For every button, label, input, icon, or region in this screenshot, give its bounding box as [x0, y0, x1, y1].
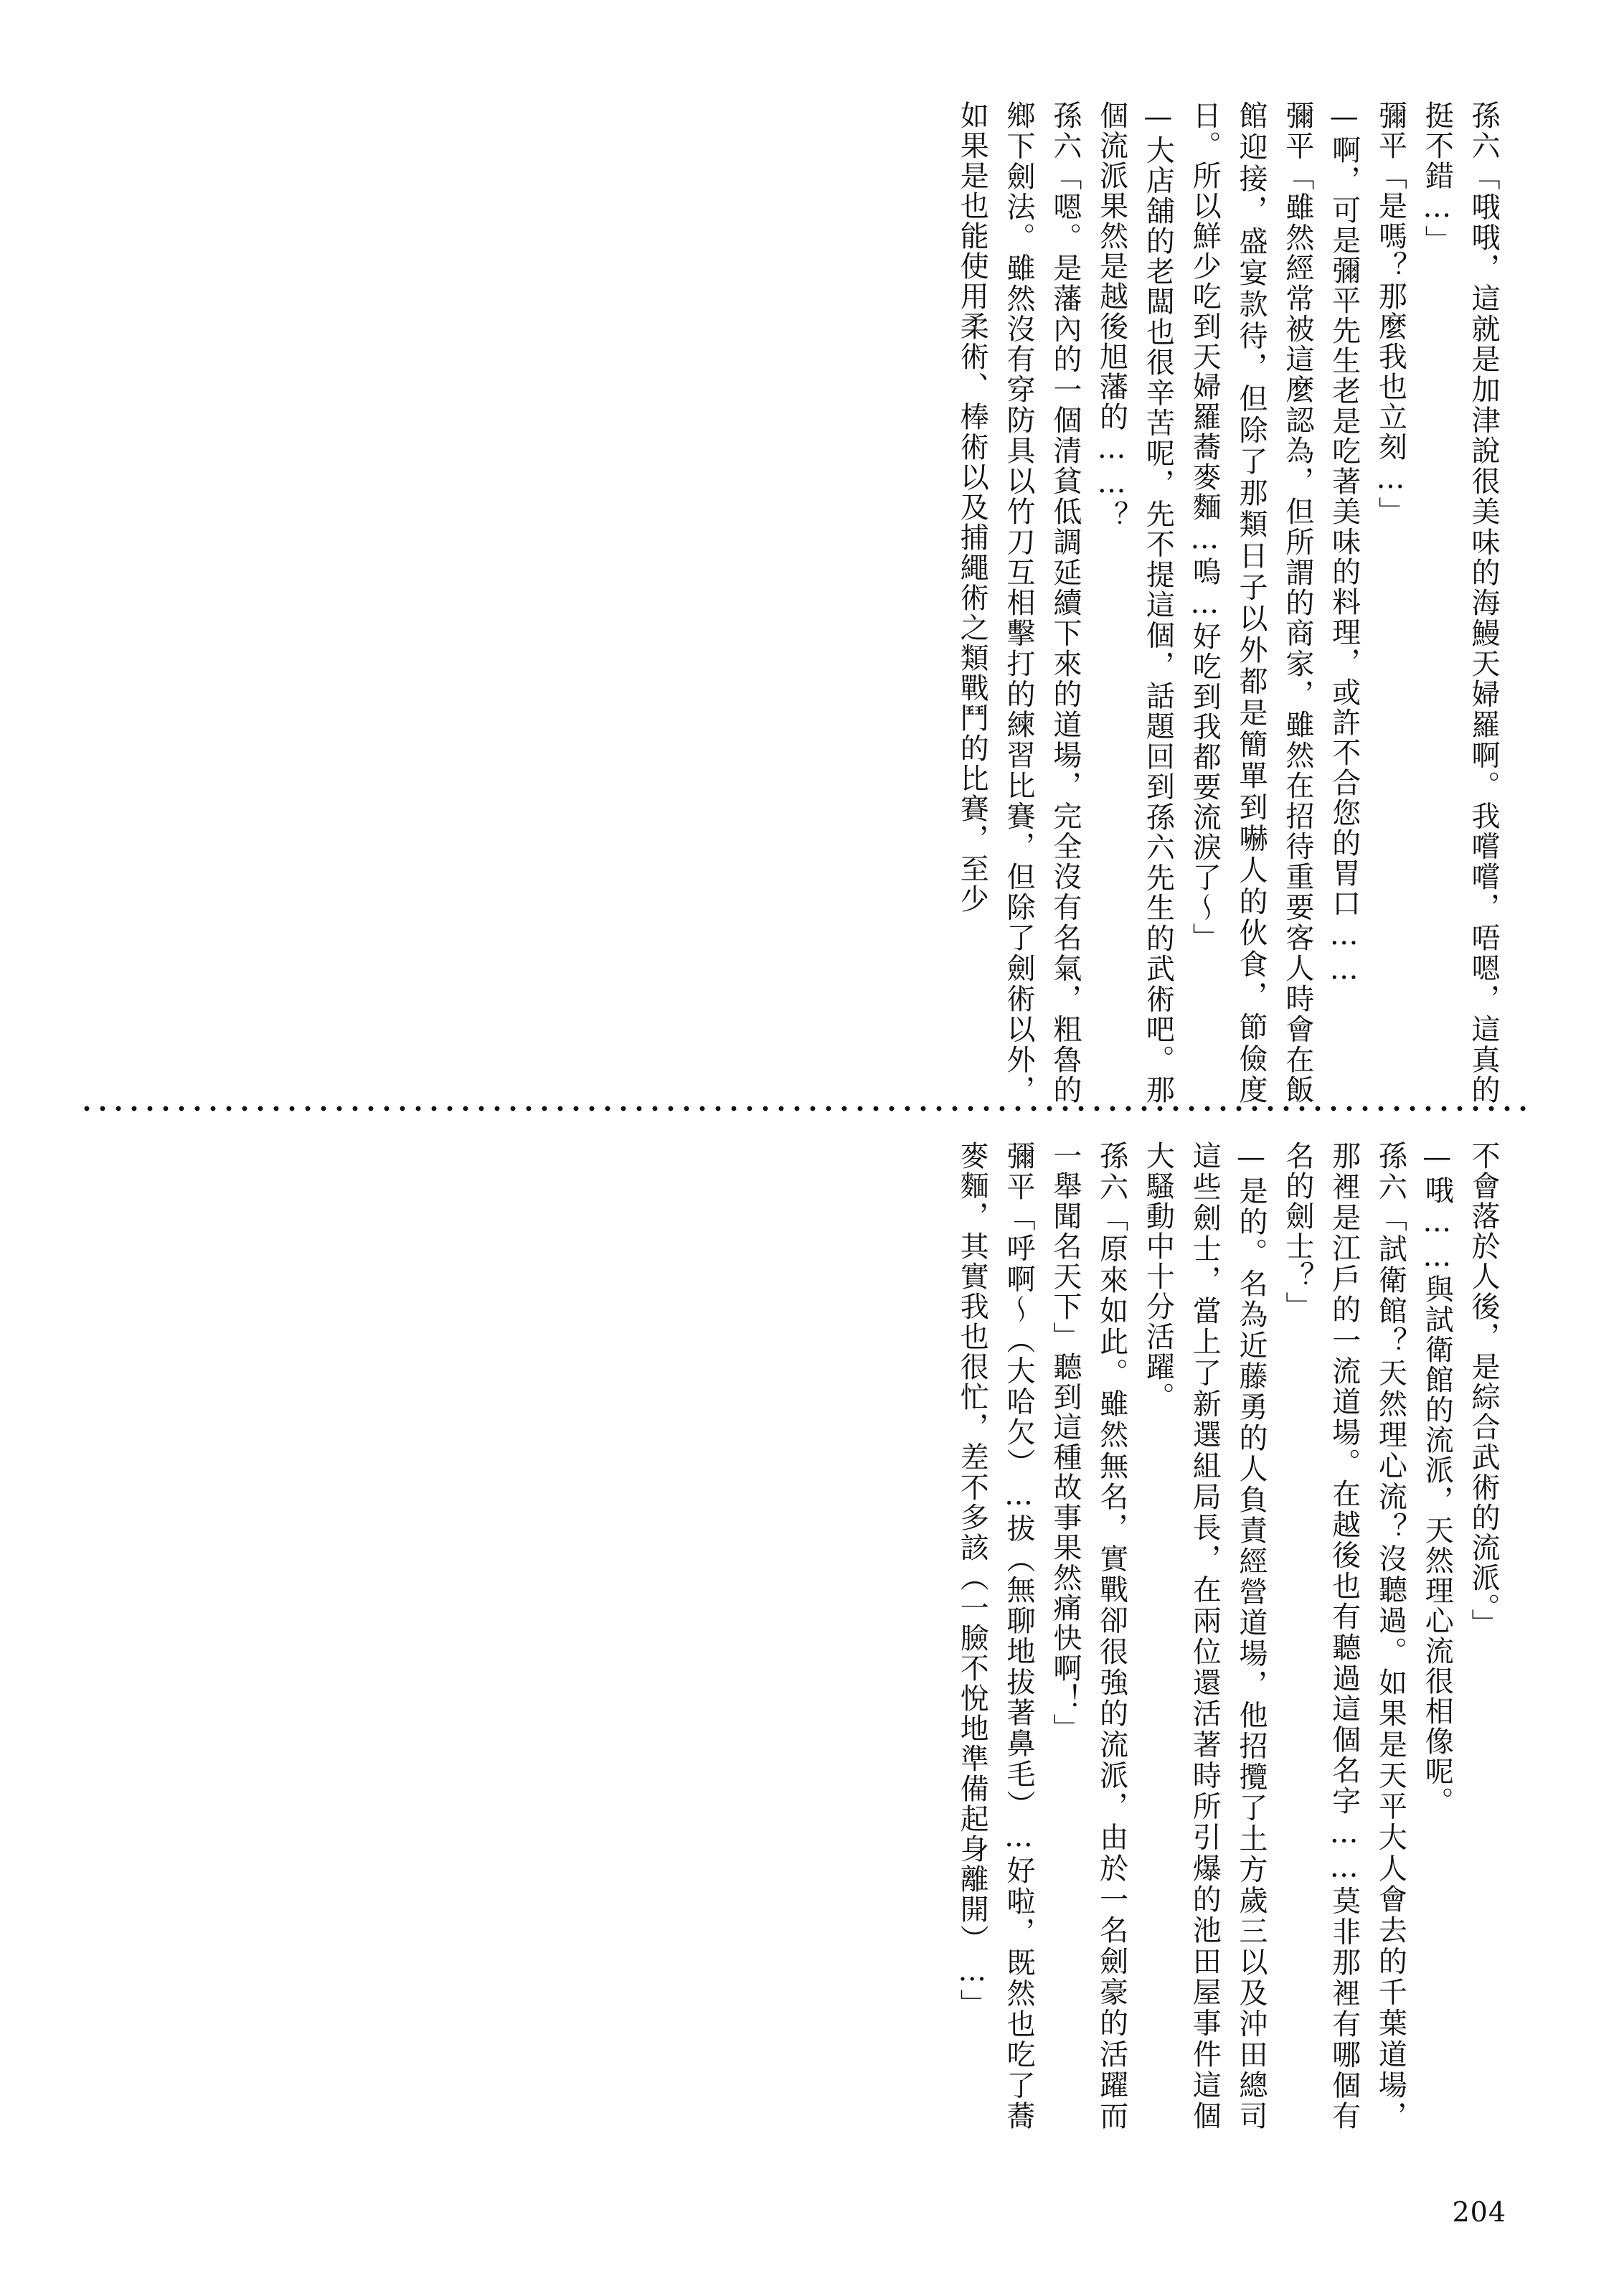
- paragraph: —啊，可是彌平先生老是吃著美味的料理，或許不合您的胃口……: [1327, 100, 1361, 987]
- paragraph: 不會落於人後，是綜合武術的流派。」: [1467, 1141, 1500, 1639]
- paragraph: 彌平「是嗎？那麼我也立刻…」: [1374, 100, 1407, 527]
- paragraph: 彌平「呼啊～（大哈欠）…拔（無聊地拔著鼻毛）…好啦，既然也吃了蕎麥麵，其實我也很忙，差不多該（一臉不悅地準備起身離開）…」: [955, 1141, 1036, 2131]
- paragraph: 孫六「嗯。是藩內的一個清貧低調延續下來的道場，完全沒有名氣，粗魯的鄉下劍法。雖然沒有穿防具以竹刀互相擊打的練習比賽，但除了劍術以外，如果是也能使用柔術、棒術以及捕繩術之類戰鬥的比賽，至少: [955, 100, 1082, 1105]
- paragraph: 孫六「原來如此。雖然無名，實戰卻很強的流派，由於一名劍豪的活躍而一舉聞名天下」聽到這種故事果然痛快啊！」: [1048, 1141, 1128, 2131]
- paragraph: 彌平「雖然經常被這麼認為，但所謂的商家，雖然在招待重要客人時會在飯館迎接，盛宴款待，但除了那類日子以外都是簡單到嚇人的伙食，節儉度日。所以鮮少吃到天婦羅蕎麥麵…嗚…好吃到我都要流淚了～」: [1188, 100, 1314, 1105]
- page-text-bottom: [215, 1141, 1506, 2131]
- paragraph: —是的。名為近藤勇的人負責經營道場，他招攬了土方歲三以及沖田總司這些劍士，當上了新選組局長，在兩位還活著時所引爆的池田屋事件這個大騷動中十分活躍。: [1141, 1141, 1268, 2131]
- paragraph: —大店舖的老闆也很辛苦呢，先不提這個，話題回到孫六先生的武術吧。那個流派果然是越後旭藩的……？: [1095, 100, 1175, 1105]
- paragraph: 孫六「試衛館？天然理心流？沒聽過。如果是天平大人會去的千葉道場，那裡是江戶的一流道場。在越後也有聽過這個名字……莫非那裡有哪個有名的劍士？」: [1280, 1141, 1407, 2131]
- page-number: 204: [1452, 2196, 1506, 2228]
- paragraph: 孫六「哦哦，這就是加津說很美味的海鰻天婦羅啊。我嚐嚐，唔嗯，這真的挺不錯…」: [1420, 100, 1500, 1105]
- page-text-top: [215, 100, 1506, 1105]
- paragraph: —哦……與試衛館的流派，天然理心流很相像呢。: [1420, 1141, 1454, 1817]
- section-divider: [79, 1105, 1535, 1112]
